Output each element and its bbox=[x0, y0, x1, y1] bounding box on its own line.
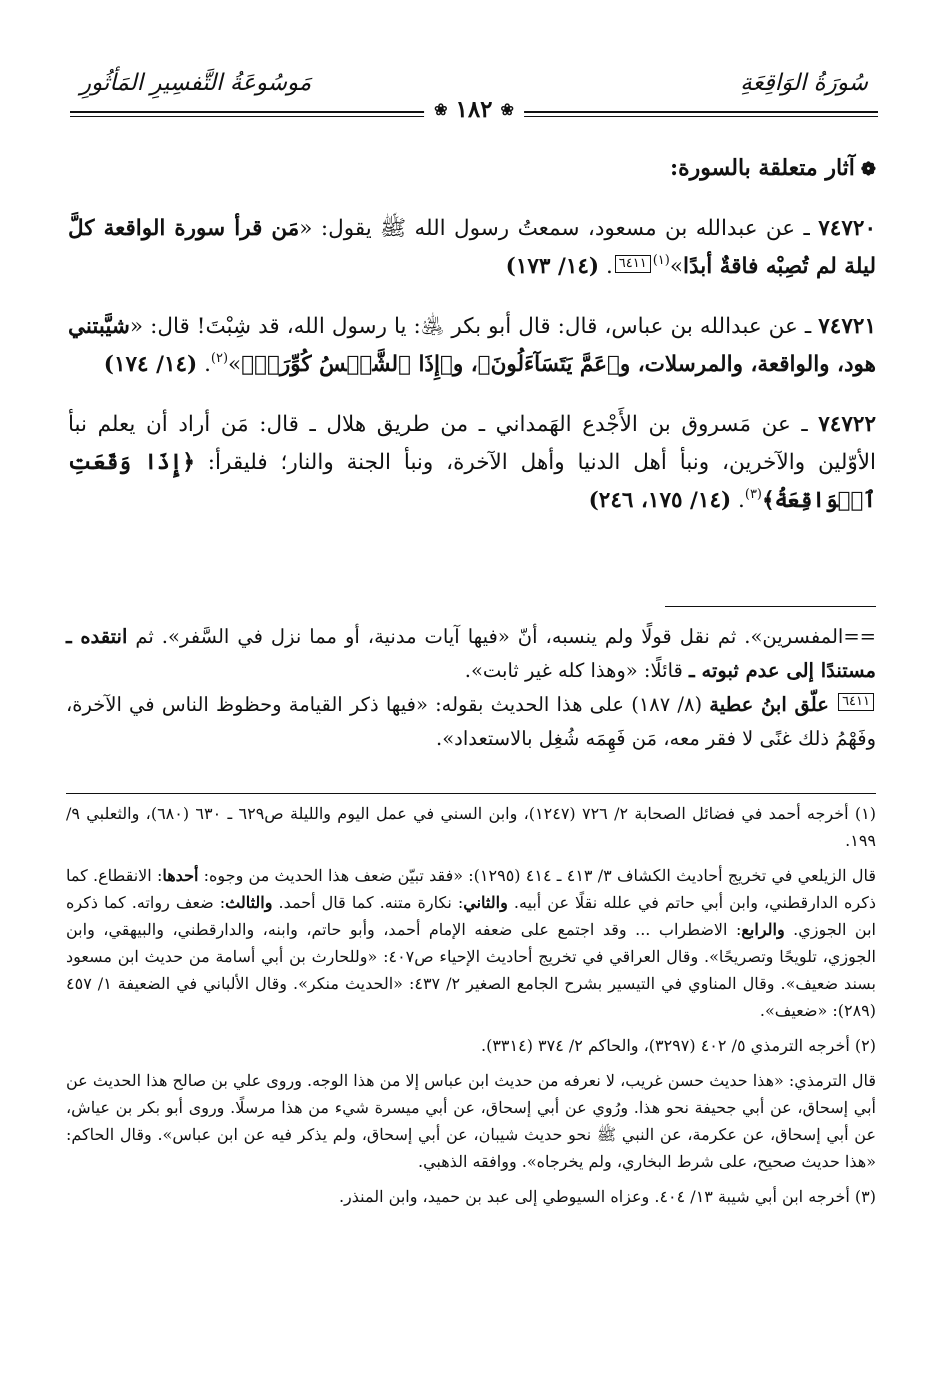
commentary-paragraph bbox=[66, 620, 876, 688]
footnote-bold: والثالث bbox=[225, 893, 273, 912]
footnote: (٢) أخرجه الترمذي ٥/ ٤٠٢ (٣٢٩٧)، والحاكم ٢/ ٣٧٤ (٣٣١٤). bbox=[481, 1036, 876, 1055]
footnote-marker: (١) bbox=[652, 253, 670, 268]
footnotes-separator bbox=[66, 793, 876, 794]
hadith-text: مَن قرأ سورة الواقعة كلَّ ليلة لم تُصِبْه فاقةٌ أبدًا bbox=[68, 216, 876, 279]
main-text bbox=[68, 148, 876, 542]
cross-reference-box: ٦٤١١ bbox=[838, 693, 874, 711]
athar-entry: ٧٤٧٢٠ ـ عن عبدالله بن مسعود، سمعتُ رسول الله ﷺ يقول: «مَن قرأ سورة الواقعة كلَّ ليلة لم تُصِبْه فاقةٌ أبدًا»$^{(١)}$٦٤١١. (١٤/ ١٧٣) bbox=[68, 216, 876, 279]
footnote-text: : الانقطاع. كما ذكره الدارقطني، وابن أبي حاتم في علله نقلًا عن أبيه. bbox=[66, 866, 877, 912]
ornament-icon: ❀ bbox=[500, 100, 514, 119]
footnote-text: : ضعف رواته. كما ذكره ابن الجوزي. bbox=[66, 893, 876, 939]
entry-number: ٧٤٧٢٢ bbox=[818, 412, 876, 437]
footnote-bold: والثاني bbox=[463, 893, 508, 912]
entry-text-end: » bbox=[228, 352, 242, 377]
volume-reference: (١٤/ ١٧٥، ٢٤٦) bbox=[588, 488, 732, 513]
quran-verse: ﴿إِذَا وَقَعَتِ ٱلۡوَاقِعَةُ﴾ bbox=[68, 450, 876, 513]
cross-reference-box: ٦٤١١ bbox=[615, 255, 651, 273]
footnote-marker: (٣) bbox=[744, 487, 762, 502]
book-title: مَوسُوعَةُ التَّفسِيرِ المَأثُورِ bbox=[80, 70, 312, 96]
hadith-text: شيَّبتني هود، والواقعة، والمرسلات، و﴿عَمَّ يَتَسَآءَلُونَ﴾، و﴿إِذَا ٱلشَّمۡسُ كُوِّرَتۡ﴾ bbox=[68, 314, 876, 377]
entry-text: ـ عن عبدالله بن عباس، قال: قال أبو بكر ﵁: يا رسول الله، قد شِبْتَ! قال: « bbox=[129, 314, 819, 339]
footnote-text: قال الزيلعي في تخريج أحاديث الكشاف ٣/ ٤١٣ ـ ٤١٤ (١٢٩٥): «فقد تبيّن ضعف هذا الحديث من وجوه: bbox=[198, 866, 877, 885]
footnote-text: : نكارة متنه. كما قال أحمد. bbox=[272, 893, 464, 912]
footnote-marker: (٢) bbox=[210, 351, 229, 366]
flower-icon: ❁ bbox=[860, 159, 876, 180]
commentary-bold: انتقده ـ مستندًا إلى عدم ثبوته ـ bbox=[66, 625, 876, 682]
volume-reference: (١٤/ ١٧٣) bbox=[505, 254, 600, 279]
footnote bbox=[66, 862, 876, 1024]
commentary-block bbox=[66, 620, 876, 756]
footnote: (٣) أخرجه ابن أبي شيبة ١٣/ ٤٠٤. وعزاه السيوطي إلى عبد بن حميد، وابن المنذر. bbox=[338, 1187, 876, 1206]
commentary-separator bbox=[665, 606, 876, 607]
entry-text: ـ عن مَسروق بن الأَجْدع الهَمداني ـ من طريق هلال ـ قال: مَن أراد أن يعلم نبأ الأوّلين والآخرين، ونبأ أهل الدنيا وأهل الآخرة، ونبأ الجنة والنار؛ فليقرأ: bbox=[68, 412, 876, 475]
footnote: (١) أخرجه أحمد في فضائل الصحابة ٢/ ٧٢٦ (١٢٤٧)، وابن السني في عمل اليوم والليلة ص٦٢٩ ـ ٦٣٠ (٦٨٠)، والثعلبي ٩/ ١٩٩. bbox=[66, 804, 877, 850]
surah-title: سُورَةُ الوَاقِعَةِ bbox=[740, 70, 868, 96]
athar-entry: ٧٤٧٢٢ ـ عن مَسروق بن الأَجْدع الهَمداني ـ من طريق هلال ـ قال: مَن أراد أن يعلم نبأ الأوّلين والآخرين، ونبأ أهل الدنيا وأهل الآخرة، ونبأ الجنة والنار؛ فليقرأ: ﴿إِذَا وَقَعَتِ ٱلۡوَاقِعَةُ﴾$^{(٣)}$. (١٤/ ١٧٥، ٢٤٦) bbox=[68, 412, 876, 513]
footnote-text: : الاضطراب ... وقد اجتمع على ضعفه الإمام أحمد، وأبو حاتم، وابنه، والدارقطني، والبيهقي، وابن الجوزي، تلويحًا وتصريحًا». وقال العراقي في تخريج أحاديث الإحياء ص٤٠٧: «وللحارث بن أبي أسامة من حديث ابن مسعود بسند ضعيف». وقال المناوي في التيسير بشرح الجامع الصغير ٢/ ٤٣٧: «الحديث منكر». وقال الألباني في الضعيفة ١/ ٤٥٧ (٢٨٩): «ضعيف». bbox=[66, 920, 877, 1020]
entry-text: ـ عن عبدالله بن مسعود، سمعتُ رسول الله ﷺ يقول: « bbox=[299, 216, 819, 241]
commentary-text: ==المفسرين». ثم نقل قولًا ولم ينسبه، أنّ «فيها آيات مدنية، أو مما نزل في السَّفر». ثم bbox=[127, 625, 876, 648]
commentary-text: قائلًا: «وهذا كله غير ثابت». bbox=[464, 659, 690, 682]
footnote-bold: أحدها bbox=[162, 866, 199, 885]
commentary-text: (٨/ ١٨٧) على هذا الحديث بقوله: «فيها ذكر القيامة وحظوظ الناس في الآخرة، وفَهْمُ ذلك غنًى لا فقر معه، مَن فَهِمَه شُغِل بالاستعداد». bbox=[66, 693, 876, 750]
commentary-paragraph bbox=[66, 688, 876, 756]
entry-number: ٧٤٧٢٠ bbox=[818, 216, 876, 241]
footnote-bold: والرابع bbox=[741, 920, 785, 939]
running-header bbox=[70, 64, 878, 139]
entry-number: ٧٤٧٢١ bbox=[818, 314, 876, 339]
page-number-block bbox=[424, 96, 524, 123]
commentary-bold: علّق ابنُ عطية bbox=[709, 693, 829, 716]
entry-text-end: » bbox=[669, 254, 684, 279]
ornament-icon: ❀ bbox=[434, 100, 448, 119]
page-number: ١٨٢ bbox=[455, 96, 493, 123]
volume-reference: (١٤/ ١٧٤) bbox=[103, 352, 198, 377]
footnotes bbox=[66, 800, 876, 1218]
section-heading bbox=[68, 148, 876, 190]
section-title-text: آثار متعلقة بالسورة: bbox=[669, 155, 855, 181]
footnote: قال الترمذي: «هذا حديث حسن غريب، لا نعرفه من حديث ابن عباس إلا من هذا الوجه. وروى علي بن صالح هذا الحديث عن أبي إسحاق، عن أبي جحيفة نحو هذا. ورُوي عن أبي إسحاق، عن أبي ميسرة شيء من هذا مرسلًا. وروى أبو بكر بن عياش، عن أبي إسحاق، عن عكرمة، عن النبي ﷺ نحو حديث شيبان، عن أبي إسحاق، ولم يذكر فيه عن ابن عباس». وقال الحاكم: «هذا حديث صحيح، على شرط البخاري، ولم يخرجاه». ووافقه الذهبي. bbox=[66, 1071, 877, 1171]
athar-entry: ٧٤٧٢١ ـ عن عبدالله بن عباس، قال: قال أبو بكر ﵁: يا رسول الله، قد شِبْتَ! قال: «شيَّبتني هود، والواقعة، والمرسلات، و﴿عَمَّ يَتَسَآءَلُونَ﴾، و﴿إِذَا ٱلشَّمۡسُ كُوِّرَتۡ﴾»$^{(٢)}$. (١٤/ ١٧٤) bbox=[68, 314, 876, 377]
